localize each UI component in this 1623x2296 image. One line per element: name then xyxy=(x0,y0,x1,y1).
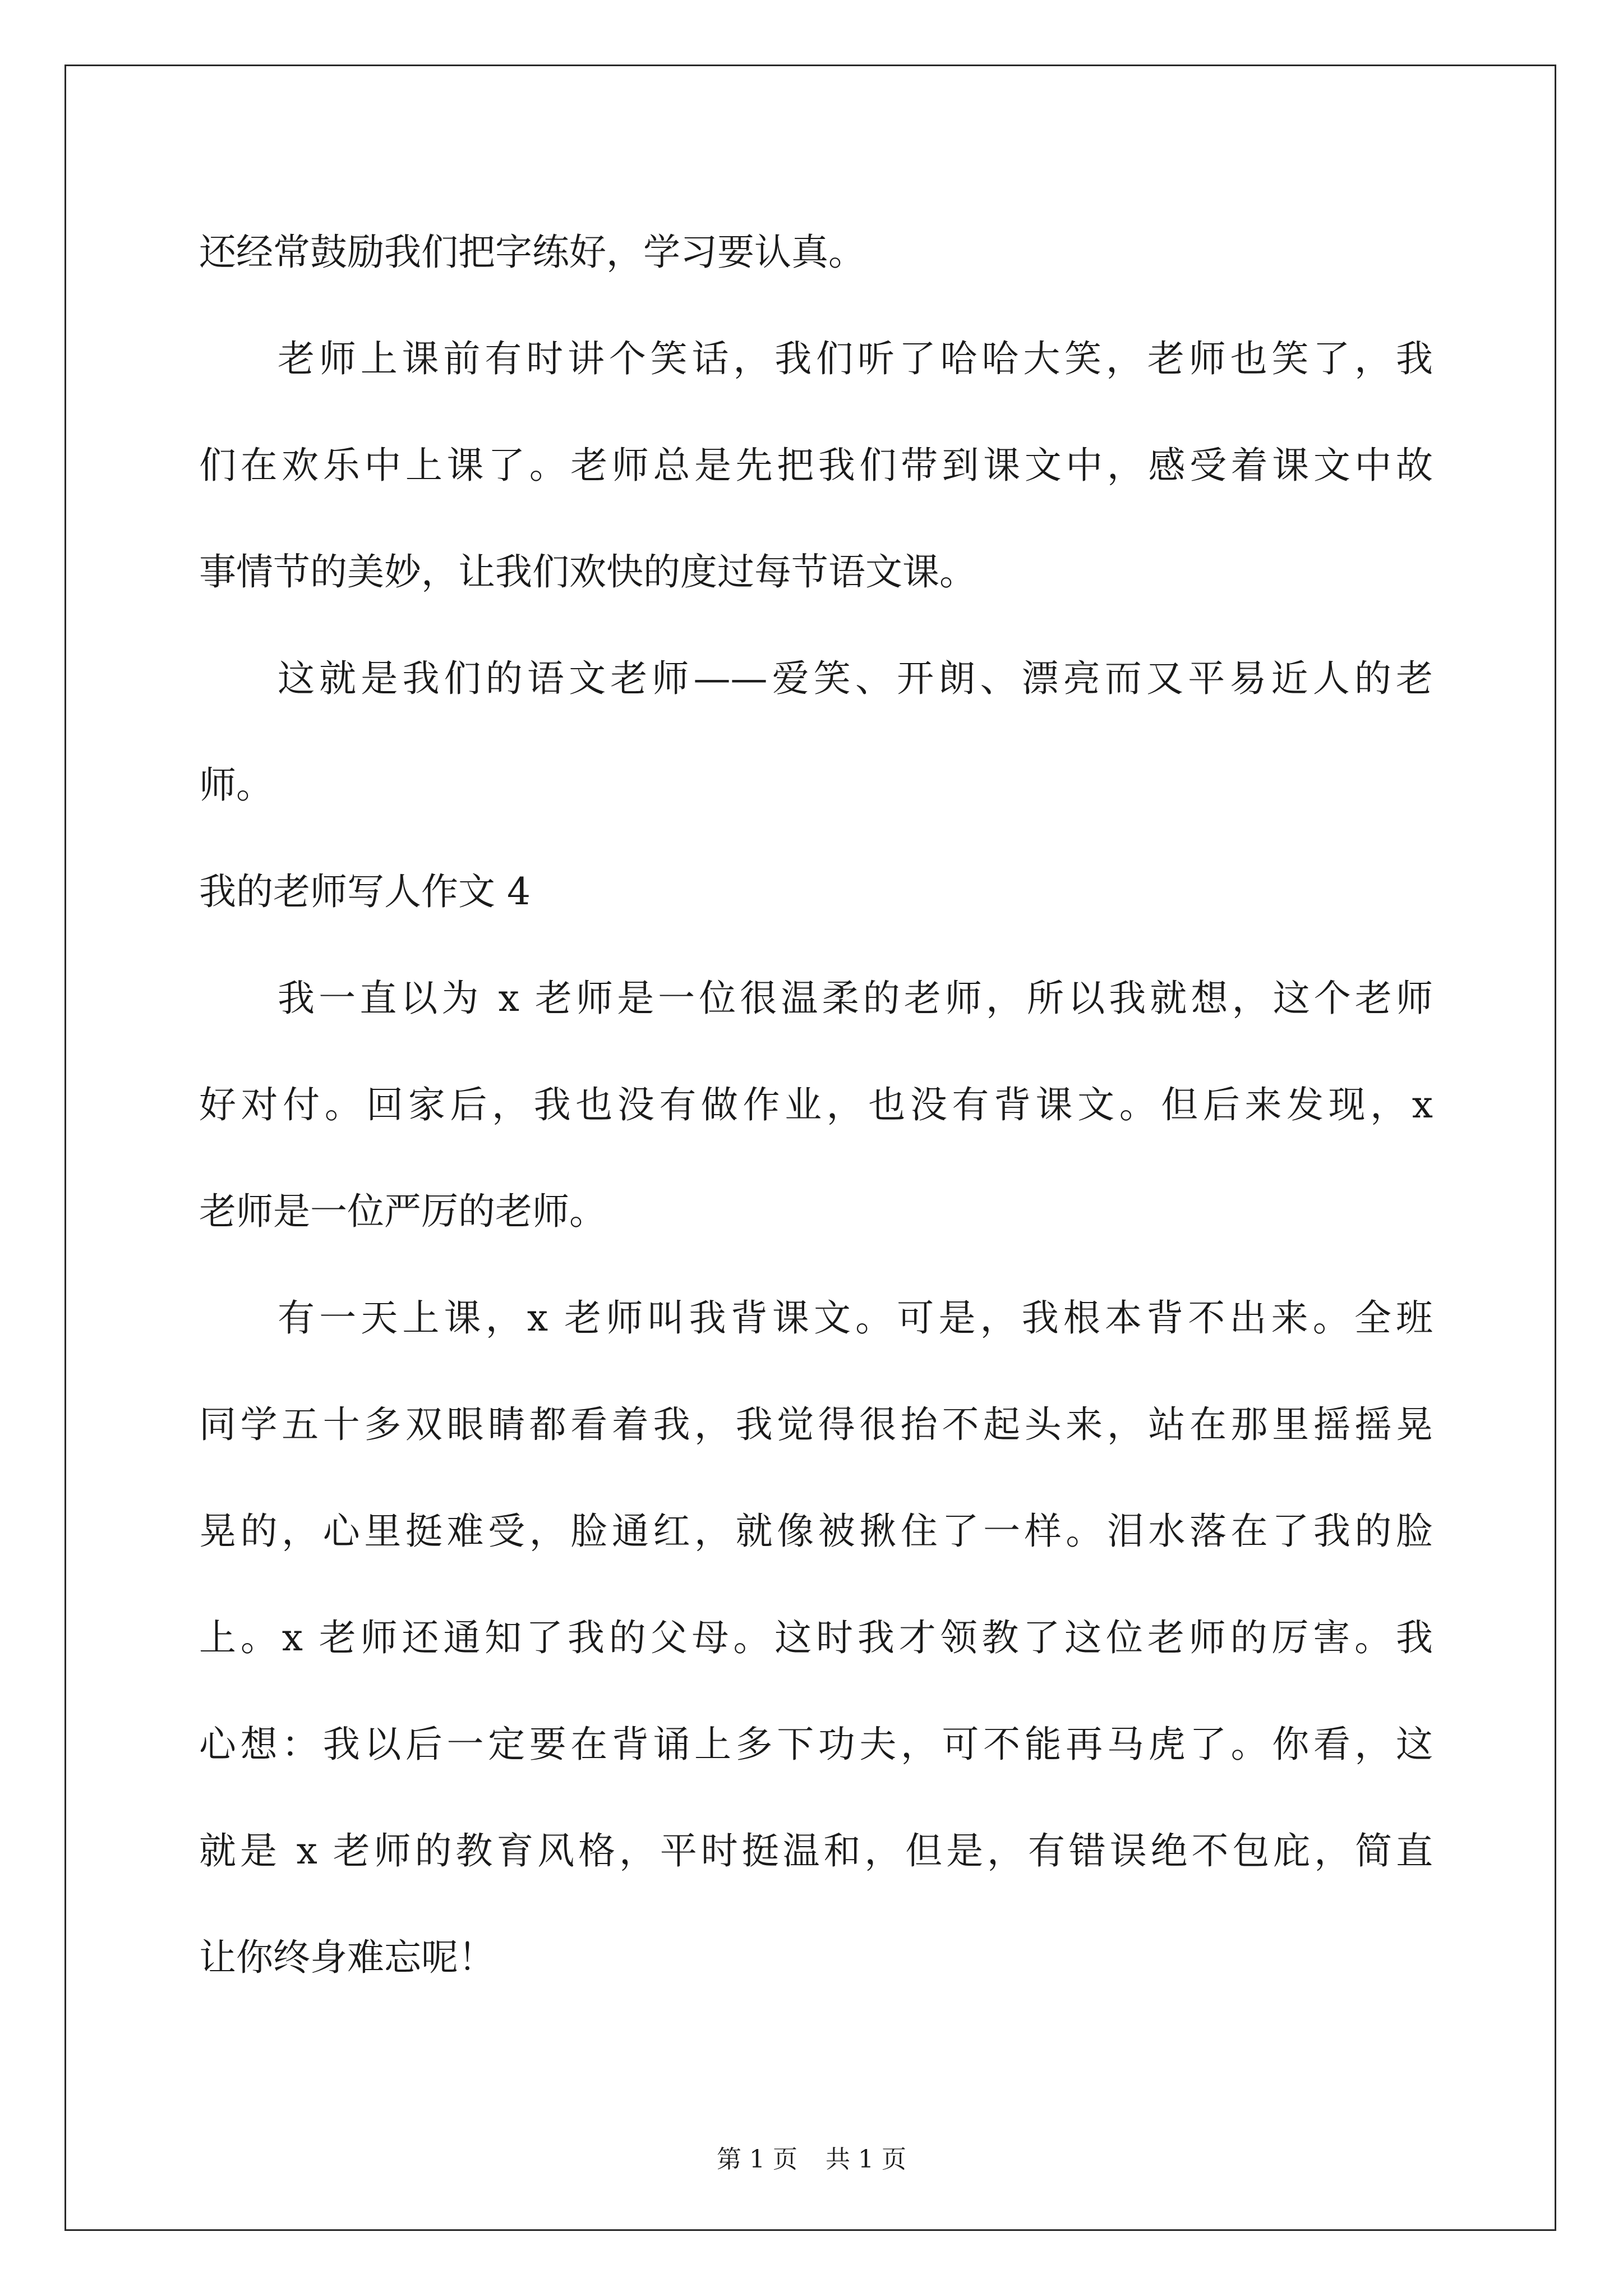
section-heading: 我的老师写人作文 4 xyxy=(199,870,531,913)
text-line: 师。 xyxy=(199,763,273,807)
text-line: 还经常鼓励我们把字练好，学习要认真。 xyxy=(199,231,865,274)
text-line: 老师是一位严厉的老师。 xyxy=(199,1190,606,1233)
text-line: 老师上课前有时讲个笑话，我们听了哈哈大笑，老师也笑了，我 xyxy=(278,337,1433,380)
text-line: 就是 x 老师的教育风格，平时挺温和，但是，有错误绝不包庇，简直 xyxy=(199,1829,1433,1872)
document-body xyxy=(199,199,1433,2011)
page-footer xyxy=(0,2143,1623,2177)
text-line: 们在欢乐中上课了。老师总是先把我们带到课文中，感受着课文中故 xyxy=(199,444,1433,487)
page-total: 共 1 页 xyxy=(826,2145,906,2174)
text-line: 晃的，心里挺难受，脸通红，就像被揪住了一样。泪水落在了我的脸 xyxy=(199,1510,1433,1553)
text-line: 心想：我以后一定要在背诵上多下功夫，可不能再马虎了。你看，这 xyxy=(199,1723,1433,1766)
text-line: 这就是我们的语文老师——爱笑、开朗、漂亮而又平易近人的老 xyxy=(278,657,1433,700)
text-line: 事情节的美妙，让我们欢快的度过每节语文课。 xyxy=(199,550,976,593)
text-line: 我一直以为 x 老师是一位很温柔的老师，所以我就想，这个老师 xyxy=(278,977,1433,1020)
text-line: 上。x 老师还通知了我的父母。这时我才领教了这位老师的厉害。我 xyxy=(199,1616,1433,1659)
page-number: 第 1 页 xyxy=(717,2145,797,2174)
text-line: 同学五十多双眼睛都看着我，我觉得很抬不起头来，站在那里摇摇晃 xyxy=(199,1403,1433,1446)
text-line: 让你终身难忘呢！ xyxy=(199,1936,495,1979)
text-line: 好对付。回家后，我也没有做作业，也没有背课文。但后来发现，x xyxy=(199,1083,1433,1126)
text-line: 有一天上课，x 老师叫我背课文。可是，我根本背不出来。全班 xyxy=(278,1296,1433,1340)
